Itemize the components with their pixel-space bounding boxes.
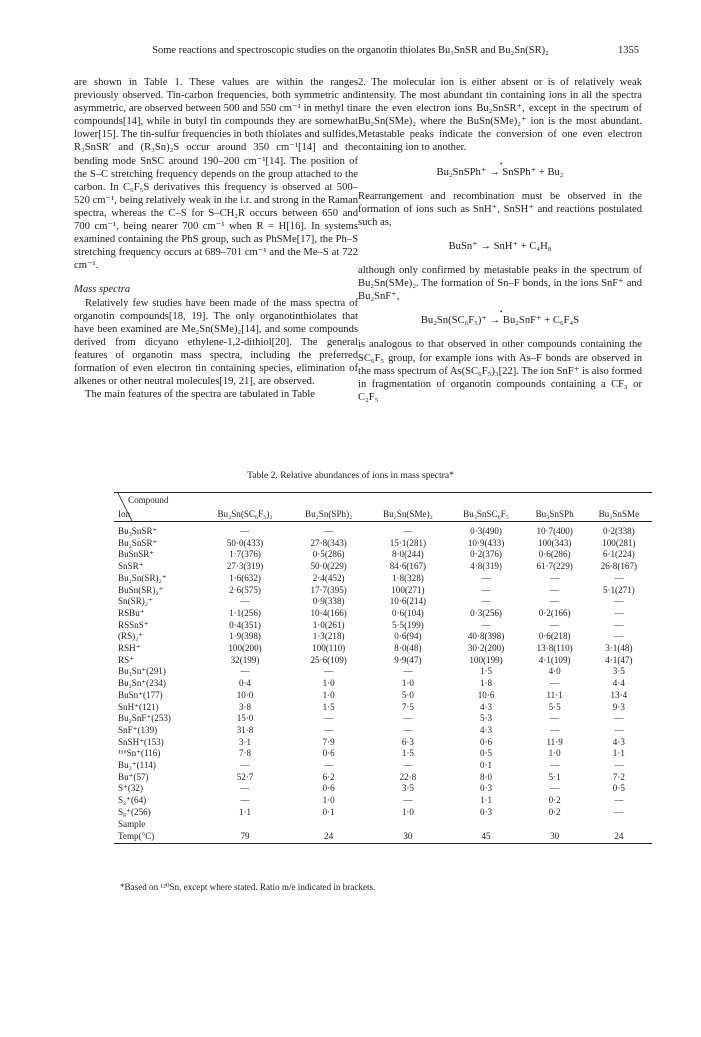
abundance-cell: 1·9(398): [229, 631, 261, 642]
paragraph-sc6f5-analogy: is analogous to that observed in other compounds containing the SC₆F₅ group, for example ions with As–F bonds are observed in the mass spectrum of As(SC₆F₅)₃[22]. The ion SnF⁺ is also formed in fragmentation of organotin compounds containing a CF₃ or C₂F₅: [358, 339, 642, 403]
temperature-cell: 79: [200, 830, 290, 844]
abundance-cell: 25·6(109): [310, 654, 347, 665]
abundance-cell: 50·0(229): [310, 561, 347, 572]
abundance-cell: 0·5: [612, 783, 625, 794]
abundance-cell: —: [614, 795, 624, 806]
table-row: [114, 596, 652, 608]
ion-cell: BuSnSR⁺: [118, 549, 155, 560]
abundance-cell: —: [614, 607, 624, 618]
abundance-cell: 6·2: [322, 771, 335, 782]
abundance-cell: 6·1(224): [602, 549, 635, 560]
abundance-cell: 13·4: [610, 689, 628, 700]
abundance-cell: 61·7(229): [536, 561, 573, 572]
abundance-cell: 9·3: [612, 701, 625, 712]
abundance-cell: 1·8: [479, 678, 493, 689]
abundance-cell: 4·8(319): [470, 561, 502, 572]
ion-cell: SnSR⁺: [118, 561, 144, 572]
ion-cell: Bu₃Sn⁺(291): [118, 666, 166, 677]
abundance-cell: 4·4: [612, 678, 625, 689]
paragraph-molecular-ion: 2. The molecular ion is either absent or is of relatively weak intensity. The most abundant tin containing ions in all the spectra are the even electron ions Bu₂SnSR⁺, except in the spectrum of Bu₂Sn(SMe)₂ where the BuSn(SMe)₂⁺ ion is the most abundant. Metastable peaks indicate the conversion of one even electron containing ion to another.: [358, 77, 642, 154]
abundance-cell: 1·0: [322, 678, 335, 689]
abundance-table: [114, 492, 652, 844]
abundance-cell: 1·5: [401, 748, 414, 759]
ion-cell: ¹¹⁶Sn⁺(116): [118, 748, 161, 759]
table-row: [114, 690, 652, 702]
ion-cell: Bu₂Sn⁺(234): [118, 678, 166, 689]
abundance-cell: —: [240, 795, 250, 806]
table-body: [114, 522, 652, 844]
abundance-cell: —: [324, 666, 334, 677]
abundance-cell: 7·2: [612, 771, 625, 782]
paragraph-mass-spectra-intro: Relatively few studies have been made of the mass spectra of organotin compounds[18, 19]. The only organotinthiolates that have been examined are Me₂Sn(SMe)₂[14], and some compounds derived from dicyano ethylene-1,2-dithiol[20]. The general features of organotin mass spectra, including the preferred formation of even electron tin containing species, elimination of alkenes or other neutral molecules[19, 21], are observed.: [74, 297, 358, 388]
abundance-cell: 100(110): [312, 643, 346, 654]
ion-cell: Sn(SR)₂⁺: [118, 596, 153, 607]
abundance-cell: 3·1: [238, 736, 252, 747]
abundance-cell: —: [614, 724, 624, 735]
abundance-cell: 7·9: [322, 736, 335, 747]
sample-empty-cell: [586, 819, 652, 831]
abundance-cell: 7·5: [401, 701, 414, 712]
sample-empty-cell: [367, 819, 448, 831]
sample-empty-cell: [449, 819, 524, 831]
right-column: [358, 76, 642, 404]
abundance-cell: 10·0: [236, 689, 254, 700]
abundance-cell: 0·5(286): [312, 549, 345, 560]
abundance-cell: 4·3: [479, 701, 493, 712]
table-row: [114, 585, 652, 597]
table-row: [114, 807, 652, 819]
abundance-cell: 84·6(167): [389, 561, 427, 572]
abundance-cell: —: [240, 526, 250, 536]
equation-2: BuSn⁺ → SnH⁺ + C₄H₈: [448, 240, 552, 252]
abundance-cell: —: [550, 619, 560, 630]
abundance-cell: 0·6: [479, 736, 493, 747]
abundance-cell: 0·1: [322, 806, 335, 817]
column-header: Bu₂Sn(SC₆F₅)₂: [200, 508, 290, 522]
ion-header-label: Ion: [114, 508, 200, 522]
ion-cell: RSH⁺: [118, 643, 141, 654]
section-title-mass-spectra: Mass spectra: [74, 284, 131, 296]
abundance-cell: 0·3(490): [470, 526, 502, 536]
ion-cell: SnSH⁺(153): [118, 736, 164, 747]
ion-cell: RSBu⁺: [118, 607, 145, 618]
abundance-cell: 1·0: [322, 795, 335, 806]
paragraph-rearrangement: Rearrangement and recombination must be observed in the formation of ions such as SnH⁺, SnSH⁺ and reactions postulated such as,: [358, 190, 642, 228]
abundance-cell: —: [614, 596, 624, 607]
sample-empty-cell: [290, 819, 367, 831]
abundance-cell: —: [403, 760, 413, 771]
abundance-cell: 9·9(47): [394, 654, 422, 665]
equation-1: [358, 166, 642, 179]
abundance-cell: 10·7(400): [536, 526, 573, 536]
abundance-cell: 0·6(94): [394, 631, 422, 642]
abundance-cell: 50·0(433): [226, 537, 264, 548]
abundance-cell: 1·0: [548, 748, 561, 759]
abundance-cell: —: [614, 631, 624, 642]
abundance-cell: 4·1(109): [538, 654, 571, 665]
abundance-cell: 1·3(218): [312, 631, 345, 642]
table-row: [114, 713, 652, 725]
abundance-cell: 0·2(338): [602, 526, 635, 536]
abundance-cell: 0·6(286): [538, 549, 571, 560]
abundance-cell: 6·3: [401, 736, 414, 747]
page-number: 1355: [618, 45, 639, 56]
abundance-cell: 10·6: [477, 689, 495, 700]
ion-cell: Bu₂SnF⁺(253): [118, 713, 171, 724]
left-column: [74, 76, 358, 401]
abundance-cell: 11·1: [546, 689, 563, 700]
abundance-cell: —: [481, 596, 491, 607]
temp-label: Temp(°C): [114, 830, 200, 844]
abundance-cell: 5·1: [548, 771, 561, 782]
table-row: [114, 725, 652, 737]
ion-cell: Bu₂Sn(SR)₂⁺: [118, 572, 167, 583]
table-row: [114, 573, 652, 585]
abundance-cell: 10·9(433): [467, 537, 505, 548]
ion-cell: Bu⁺(57): [118, 771, 149, 782]
abundance-cell: 0·1: [479, 760, 493, 771]
abundance-cell: —: [550, 783, 560, 794]
abundance-cell: 13·8(110): [536, 643, 573, 654]
abundance-cell: —: [550, 584, 560, 595]
ion-cell: Bu₂SnSR⁺: [118, 537, 158, 548]
abundance-cell: —: [324, 724, 334, 735]
abundance-cell: 7·8: [238, 748, 252, 759]
abundance-cell: —: [550, 713, 560, 724]
ion-cell: RS⁺: [118, 654, 134, 665]
table-row: [114, 643, 652, 655]
abundance-cell: 1·5: [479, 666, 493, 677]
abundance-cell: 0·4: [238, 678, 252, 689]
temperature-cell: 24: [586, 830, 652, 844]
sample-empty-cell: [200, 819, 290, 831]
table-caption: Table 2. Relative abundances of ions in mass spectra*: [247, 470, 454, 481]
abundance-cell: 11·9: [546, 736, 563, 747]
abundance-cell: 52·7: [236, 771, 254, 782]
abundance-cell: 1·7(376): [229, 549, 261, 560]
table-row: [114, 538, 652, 550]
abundance-cell: 1·0: [401, 678, 414, 689]
ion-cell: Bu₃SnSR⁺: [118, 526, 158, 536]
table-row: [114, 620, 652, 632]
abundance-cell: 0·3(256): [470, 607, 502, 618]
abundance-cell: 10·4(166): [310, 607, 347, 618]
column-header: Bu₃SnSC₆F₅: [449, 508, 524, 522]
table-row: [114, 737, 652, 749]
abundance-cell: 1·0: [401, 806, 414, 817]
table-row: [114, 631, 652, 643]
abundance-cell: 10·6(214): [389, 596, 427, 607]
abundance-cell: 22·8: [399, 771, 417, 782]
abundance-cell: —: [614, 572, 624, 583]
column-header: Bu₃SnSPh: [524, 508, 586, 522]
table-footnote: *Based on ¹²⁰Sn, except where stated. Ratio m/e indicated in brackets.: [120, 882, 376, 892]
abundance-cell: —: [324, 760, 334, 771]
abundance-cell: 32(199): [230, 654, 260, 665]
abundance-cell: —: [550, 760, 560, 771]
table-row: [114, 702, 652, 714]
abundance-cell: 0·5: [479, 748, 493, 759]
sample-row: [114, 819, 652, 831]
abundance-cell: 4·0: [548, 666, 561, 677]
ion-cell: S₂⁺(64): [118, 795, 147, 806]
abundance-cell: 8·0: [479, 771, 493, 782]
abundance-cell: 3·1(48): [605, 643, 633, 654]
abundance-cell: 0·4(351): [229, 619, 261, 630]
abundance-cell: 0·2: [548, 795, 561, 806]
ion-cell: BuSn(SR)₂⁺: [118, 584, 164, 595]
abundance-cell: 100(281): [602, 537, 636, 548]
abundance-cell: —: [403, 526, 413, 536]
abundance-cell: 30·2(200): [467, 643, 505, 654]
temperature-cell: 30: [367, 830, 448, 844]
abundance-cell: —: [240, 760, 250, 771]
abundance-cell: —: [614, 760, 624, 771]
abundance-cell: 0·2: [548, 806, 561, 817]
abundance-cell: —: [324, 526, 334, 536]
ion-cell: RSSnS⁺: [118, 619, 149, 630]
abundance-cell: 0·2(166): [538, 607, 571, 618]
abundance-cell: 27·8(343): [310, 537, 347, 548]
column-header: Bu₃SnSMe: [586, 508, 652, 522]
abundance-cell: —: [550, 596, 560, 607]
abundance-cell: —: [550, 572, 560, 583]
running-title: Some reactions and spectroscopic studies on the organotin thiolates Bu₃SnSR and Bu₂Sn(SR)₂: [152, 45, 549, 56]
abundance-cell: 2·4(452): [312, 572, 345, 583]
ion-cell: Bu₂⁺(114): [118, 760, 156, 771]
abundance-cell: 17·7(395): [310, 584, 347, 595]
paragraph-ir-discussion: are shown in Table 1. These values are within the ranges previously observed. Tin-carbon frequencies, both symmetric and asymmetric, are observed between 500 and 550 cm⁻¹ in methyl tin compounds[14], while in butyl tin compounds they are somewhat lower[15]. The tin-sulfur frequencies in both thiolates and sulfides, R₃SnSR′ and (R₃Sn)₂S occur around 350 cm⁻¹[14] and the bending mode SnSC around 190–200 cm⁻¹[14]. The position of the S–C stretching frequency depends on the group attached to the carbon. In C₆F₅S derivatives this frequency is observed at 500–520 cm⁻¹, being relatively weak in the i.r. and strong in the Raman spectra, whereas the C–S for S–CH₂R occurs between 650 and 700 cm⁻¹, being nearer 700 cm⁻¹ when R = H[16]. In systems examined containing the PhS group, such as PhSMe[17], the Ph–S stretching frequency occurs at 689–701 cm⁻¹ and the Me–S at 722 cm⁻¹.: [74, 77, 358, 272]
abundance-cell: 2·6(575): [229, 584, 261, 595]
column-header: Bu₂Sn(SPh)₂: [290, 508, 367, 522]
abundance-cell: 1·0(261): [312, 619, 345, 630]
abundance-cell: —: [403, 724, 413, 735]
abundance-cell: 100(200): [228, 643, 262, 654]
table-row: [114, 561, 652, 573]
abundance-cell: 1·5: [322, 701, 335, 712]
abundance-cell: 3·8: [238, 701, 252, 712]
abundance-cell: 5·1(271): [602, 584, 635, 595]
table-row: [114, 678, 652, 690]
abundance-cell: 3·5: [401, 783, 414, 794]
abundance-cell: —: [240, 596, 250, 607]
abundance-cell: 8·0(48): [394, 643, 422, 654]
abundance-cell: —: [481, 619, 491, 630]
abundance-cell: 0·3: [479, 806, 493, 817]
abundance-cell: —: [550, 724, 560, 735]
abundance-cell: —: [403, 713, 413, 724]
abundance-cell: —: [550, 678, 560, 689]
ion-cell: SnH⁺(121): [118, 701, 159, 712]
abundance-cell: 5·0: [401, 689, 414, 700]
temperature-row: [114, 830, 652, 844]
abundance-cell: 15·1(281): [389, 537, 427, 548]
abundance-cell: 0·2(376): [470, 549, 502, 560]
equation-3: [358, 314, 642, 327]
abundance-cell: 1·1(256): [229, 607, 261, 618]
paragraph-metastable: although only confirmed by metastable peaks in the spectrum of Bu₂Sn(SMe)₂. The formation of Sn–F bonds, in the ions SnF⁺ and Bu₂SnF⁺,: [358, 265, 642, 303]
table-row: [114, 748, 652, 760]
abundance-cell: 31·8: [236, 724, 254, 735]
table-container: [114, 492, 652, 844]
abundance-cell: 0·3: [479, 783, 493, 794]
abundance-cell: 100(271): [391, 584, 425, 595]
table-row: [114, 772, 652, 784]
abundance-cell: 1·6(632): [229, 572, 261, 583]
abundance-cell: —: [240, 666, 250, 677]
abundance-cell: 0·6(218): [538, 631, 571, 642]
table-row: [114, 655, 652, 667]
abundance-cell: 0·6(104): [391, 607, 424, 618]
abundance-cell: 1·1: [479, 795, 493, 806]
abundance-cell: 40·8(398): [467, 631, 505, 642]
ion-cell: SnF⁺(139): [118, 724, 158, 735]
temperature-cell: 45: [449, 830, 524, 844]
table-row: [114, 522, 652, 538]
abundance-cell: —: [240, 783, 250, 794]
temperature-cell: 24: [290, 830, 367, 844]
abundance-cell: —: [481, 584, 491, 595]
abundance-cell: 0·9(338): [312, 596, 345, 607]
abundance-cell: 0·6: [322, 748, 335, 759]
table-row: [114, 783, 652, 795]
abundance-cell: 8·0(244): [391, 549, 424, 560]
equation-1-text: Bu₂SnSPh⁺ → SnSPh⁺ + Bu₂ •: [437, 167, 564, 178]
ion-cell: BuSn⁺(177): [118, 689, 163, 700]
table-row: [114, 608, 652, 620]
sample-label: Sample: [118, 818, 146, 829]
table-row: [114, 795, 652, 807]
abundance-cell: 100(343): [537, 537, 572, 548]
abundance-cell: —: [324, 713, 334, 724]
abundance-cell: 4·1(47): [605, 654, 633, 665]
abundance-cell: —: [403, 795, 413, 806]
abundance-cell: 5·3: [479, 713, 493, 724]
table-row: [114, 549, 652, 561]
equation-3-text: Bu₂Sn(SC₆F₅)⁺ → Bu₂SnF⁺ + C₆F₄S •: [421, 315, 579, 326]
abundance-cell: —: [614, 806, 624, 817]
abundance-cell: 4·3: [612, 736, 625, 747]
paragraph-main-features: The main features of the spectra are tabulated in Table: [85, 389, 315, 401]
abundance-cell: 4·3: [479, 724, 493, 735]
abundance-cell: —: [481, 572, 491, 583]
abundance-cell: —: [614, 619, 624, 630]
abundance-cell: —: [403, 666, 413, 677]
abundance-cell: 1·1: [612, 748, 625, 759]
header-compound-cell: [114, 493, 200, 509]
ion-cell: S₈⁺(256): [118, 806, 151, 817]
abundance-cell: —: [614, 713, 624, 724]
abundance-cell: 0·6: [322, 783, 335, 794]
sample-empty-cell: [524, 819, 586, 831]
table-row: [114, 666, 652, 678]
abundance-cell: 3·5: [612, 666, 625, 677]
abundance-cell: 100(199): [469, 654, 503, 665]
table-row: [114, 760, 652, 772]
ion-cell: S⁺(32): [118, 783, 144, 794]
column-header: Bu₂Sn(SMe)₂: [367, 508, 448, 522]
temperature-cell: 30: [524, 830, 586, 844]
compound-header-label: Compound: [128, 495, 169, 505]
abundance-cell: 27·3(319): [226, 561, 264, 572]
abundance-cell: 15·0: [236, 713, 254, 724]
abundance-cell: 1·8(328): [391, 572, 424, 583]
ion-cell: (RS)₂⁺: [118, 631, 144, 642]
abundance-cell: 5·5: [548, 701, 561, 712]
header-spacer: [200, 493, 652, 509]
abundance-cell: 5·5(199): [391, 619, 424, 630]
abundance-cell: 26·8(167): [600, 561, 638, 572]
abundance-cell: 1·1: [238, 806, 252, 817]
abundance-cell: 1·0: [322, 689, 335, 700]
